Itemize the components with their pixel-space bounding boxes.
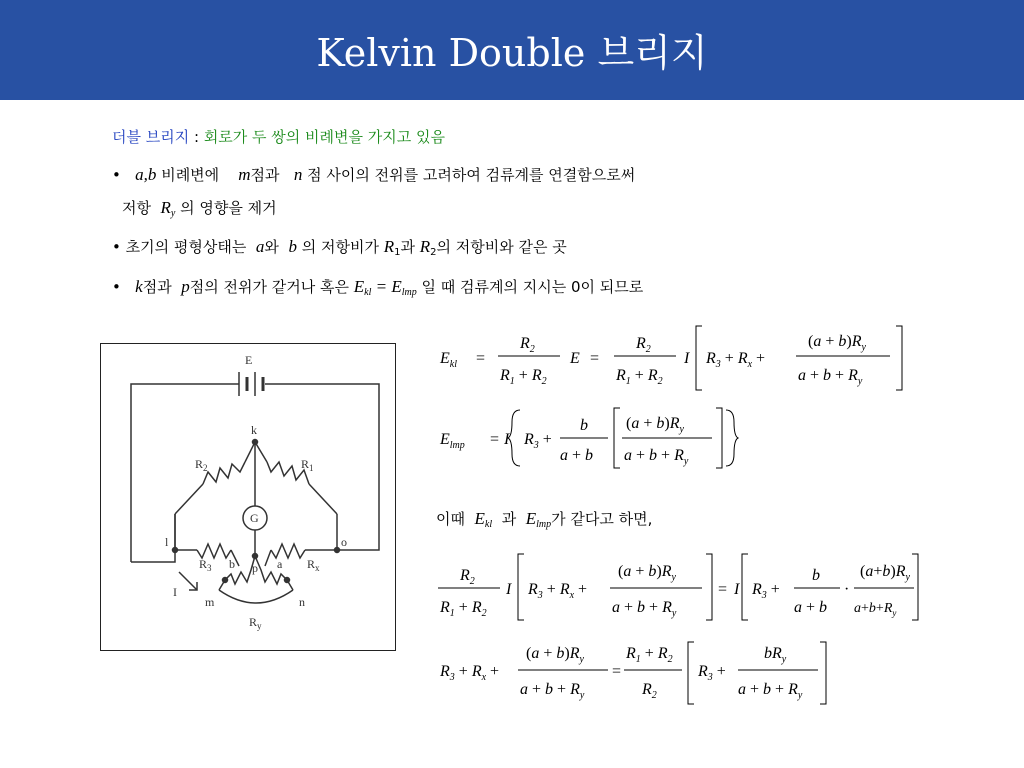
var-m: m bbox=[238, 165, 251, 184]
svg-text:I: I bbox=[506, 581, 512, 598]
svg-text:(a + b)Ry: $(a + b)R_y$ bbox=[618, 563, 676, 583]
bullet-2-marker: • bbox=[112, 238, 121, 256]
bullet-1-text-1: 비례변에 bbox=[161, 166, 220, 184]
bullet-1-text-3: 점 사이의 전위를 고려하여 검류계를 연결함으로써 bbox=[307, 166, 636, 184]
svg-text:·: · bbox=[844, 581, 850, 598]
bullet-2-text-3: 의 저항비가 bbox=[301, 238, 379, 256]
label-e: E bbox=[245, 353, 253, 367]
svg-text:I: I bbox=[504, 431, 510, 448]
label-m: m bbox=[205, 595, 215, 609]
label-k: k bbox=[251, 423, 257, 437]
intro-separator: : bbox=[189, 128, 204, 146]
label-n: n bbox=[299, 595, 305, 609]
svg-text:R3 + Rx +: $R_3 + R_x$ + bbox=[706, 350, 766, 370]
svg-text:R3 + Rx +: $R_3 + R_x$ + bbox=[528, 581, 588, 601]
label-ry: $R_y$ bbox=[249, 615, 262, 631]
var-a: a bbox=[255, 237, 265, 256]
label-b: b bbox=[229, 557, 235, 571]
svg-text:(a + b)Ry: $(a + b)R_y$ bbox=[626, 415, 684, 435]
mid-var-elmp-sub: lmp bbox=[536, 519, 552, 530]
var-r-sub: y bbox=[170, 208, 176, 219]
svg-text:a + b + Ry: $a + b + R_y$ bbox=[624, 447, 689, 467]
svg-text:R3 +: $R_3$ + bbox=[524, 431, 552, 451]
svg-text:R2: $R_2$ bbox=[642, 681, 657, 701]
svg-text:a + b + Ry: $a + b + R_y$ bbox=[612, 599, 677, 619]
svg-text:a + b + Ry: $a + b + R_y$ bbox=[520, 681, 585, 701]
var-r2: R bbox=[419, 237, 431, 256]
title-bar bbox=[0, 0, 1024, 100]
label-a: a bbox=[277, 557, 283, 571]
label-p: p bbox=[252, 561, 258, 575]
svg-text:Elmp: $E_{lmp}$ bbox=[440, 431, 465, 451]
mid-var-ekl-sub: kl bbox=[484, 519, 493, 530]
svg-text:a + b + Ry: $a + b + R_y$ bbox=[738, 681, 803, 701]
svg-text:=: = bbox=[718, 581, 728, 598]
bullet-1-text-2: 점과 bbox=[250, 166, 280, 184]
eq-elmp-sub: lmp bbox=[401, 287, 417, 298]
var-ab: a,b bbox=[135, 165, 157, 184]
mid-var-elmp: E bbox=[525, 509, 537, 528]
svg-text:R3 + Rx +: $R_3 + R_x$ + bbox=[440, 663, 500, 683]
label-r2: $R_2$ bbox=[195, 457, 208, 473]
bullet-1-marker: • bbox=[112, 166, 121, 184]
svg-text:R1 + R2: $R_1 + R_2$ bbox=[626, 645, 673, 665]
svg-text:(a + b)Ry: $(a + b)R_y$ bbox=[526, 645, 584, 665]
mid-text-1: 이때 bbox=[436, 510, 465, 528]
var-r2-sub: 2 bbox=[430, 247, 437, 258]
svg-text:(a+b)Ry: $(a+b)R_y$ bbox=[860, 563, 910, 583]
svg-text:=: = bbox=[612, 663, 622, 680]
intro-label: 더블 브리지 bbox=[112, 128, 190, 146]
svg-text:I: I bbox=[734, 581, 740, 598]
svg-text:(a + b)Ry: $(a + b)R_y$ bbox=[808, 333, 866, 353]
bullet-2-text-5: 의 저항비와 같은 곳 bbox=[436, 238, 567, 256]
bullet-1-text-5: 의 영향을 제거 bbox=[180, 199, 277, 217]
label-r1: $R_1$ bbox=[301, 457, 314, 473]
svg-text:R1 + R2: $R_1 + R_2$ bbox=[440, 599, 487, 619]
svg-text:a + b: a + b bbox=[560, 447, 594, 464]
svg-text:R1 + R2: $R_1 + R_2$ bbox=[616, 367, 663, 387]
mid-var-ekl: E bbox=[474, 509, 485, 528]
svg-text:a+b+Ry: $a+b+R_y$ bbox=[854, 601, 897, 618]
intro-description: 회로가 두 쌍의 비례변을 가지고 있음 bbox=[203, 128, 446, 146]
equation-balance bbox=[438, 554, 918, 620]
eq-ekl-sub: kl bbox=[364, 287, 372, 298]
svg-text:R2: $R_2$ bbox=[520, 335, 535, 355]
var-b: b bbox=[288, 237, 297, 256]
svg-text:a + b: a + b bbox=[794, 599, 828, 616]
svg-text:R1 + R2: $R_1 + R_2$ bbox=[500, 367, 547, 387]
svg-text:b: b bbox=[812, 567, 820, 584]
equation-ekl bbox=[439, 326, 902, 390]
bullet-3-text-1: 점과 bbox=[142, 278, 172, 296]
kelvin-bridge-circuit bbox=[100, 343, 396, 651]
var-p: p bbox=[181, 277, 190, 296]
svg-text:Ekl: $E_{kl}$ bbox=[440, 350, 457, 370]
bullet-2-text-4: 과 bbox=[400, 238, 415, 256]
var-n: n bbox=[293, 165, 303, 184]
svg-text:I: I bbox=[684, 350, 690, 367]
svg-text:a + b + Ry: $a + b + R_y$ bbox=[798, 367, 863, 387]
var-k: k bbox=[135, 277, 143, 296]
svg-text:R2: $R_2$ bbox=[636, 335, 651, 355]
eq-elmp: = E bbox=[371, 277, 402, 296]
var-r1: R bbox=[383, 237, 395, 256]
mid-sentence bbox=[436, 508, 652, 530]
label-g: G bbox=[250, 511, 259, 525]
bullet-2-line bbox=[112, 236, 567, 258]
bullet-2-text-2: 와 bbox=[264, 238, 279, 256]
bullet-3-marker: • bbox=[112, 278, 121, 296]
svg-text:=: = bbox=[490, 431, 500, 448]
label-r3: $R_3$ bbox=[199, 557, 212, 573]
label-rx: $R_x$ bbox=[307, 557, 320, 573]
bullet-1-text-4: 저항 bbox=[122, 199, 151, 217]
circuit-svg bbox=[101, 344, 395, 650]
label-l: l bbox=[165, 535, 169, 549]
eq-ekl: E bbox=[353, 277, 365, 296]
bullet-1-line-2 bbox=[122, 197, 277, 219]
bullet-1-line-1 bbox=[112, 164, 635, 185]
bullet-3-text-2: 점의 전위가 같거나 혹은 bbox=[189, 278, 349, 296]
svg-text:b: b bbox=[580, 417, 588, 434]
bullet-3-line bbox=[112, 276, 643, 298]
svg-text:=: = bbox=[476, 350, 486, 367]
intro-line bbox=[112, 126, 445, 147]
svg-text:bRy: $bR_y$ bbox=[764, 645, 787, 665]
page-title: Kelvin Double 브리지 bbox=[316, 31, 708, 75]
svg-text:E: E bbox=[570, 350, 580, 367]
equation-elmp bbox=[439, 408, 738, 468]
mid-text-2: 과 bbox=[501, 510, 517, 528]
svg-text:R3 +: $R_3$ + bbox=[698, 663, 726, 683]
var-r1-sub: 1 bbox=[394, 247, 401, 258]
label-i: I bbox=[173, 585, 177, 599]
bullet-3-text-3: 일 때 검류계의 지시는 0이 되므로 bbox=[421, 278, 644, 296]
label-o: o bbox=[341, 535, 347, 549]
svg-text:=: = bbox=[590, 350, 600, 367]
mid-text-3: 가 같다고 하면, bbox=[551, 510, 653, 528]
var-r: R bbox=[160, 198, 171, 217]
equation-result bbox=[439, 642, 826, 704]
svg-text:R2: $R_2$ bbox=[460, 567, 475, 587]
bullet-2-text-1: 초기의 평형상태는 bbox=[125, 238, 247, 256]
svg-text:R3 +: $R_3$ + bbox=[752, 581, 780, 601]
